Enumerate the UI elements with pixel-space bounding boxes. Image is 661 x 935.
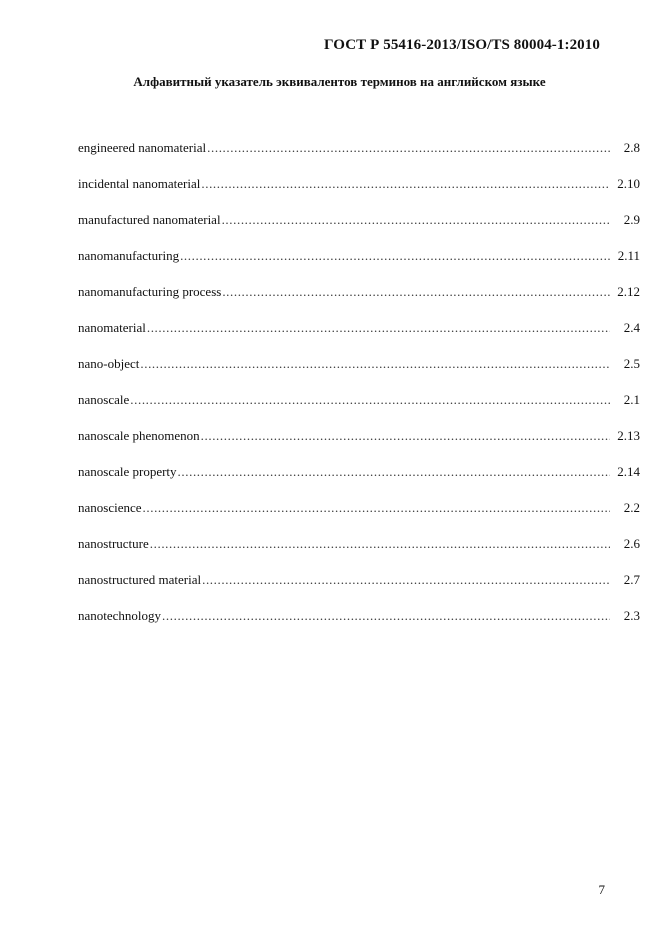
index-entry: [78, 390, 640, 426]
index-entry: [78, 282, 640, 318]
dot-leader: [201, 174, 610, 194]
index-entry: [78, 318, 640, 354]
index-entry: [78, 534, 640, 570]
index-term: nanostructure: [78, 534, 150, 554]
index-reference: 2.8: [623, 140, 640, 155]
index-term: engineered nanomaterial: [78, 138, 207, 158]
index-entry: [78, 210, 640, 246]
dot-leader: [130, 390, 610, 410]
index-term: nanotechnology: [78, 606, 162, 626]
index-term: nano-object: [78, 354, 140, 374]
dot-leader: [150, 534, 610, 554]
index-term: nanoscale property: [78, 462, 178, 482]
index-entry: [78, 570, 640, 606]
index-entry: [78, 174, 640, 210]
index-entry: [78, 498, 640, 534]
dot-leader: [147, 318, 610, 338]
index-title: Алфавитный указатель эквивалентов терминов на английском языке: [133, 74, 546, 89]
index-reference: 2.12: [617, 284, 640, 299]
index-entry: [78, 462, 640, 498]
dot-leader: [222, 282, 610, 302]
index-term: nanoscale: [78, 390, 130, 410]
index-reference: 2.14: [617, 464, 640, 479]
index-entry: [78, 606, 640, 642]
index-term: nanoscale phenomenon: [78, 426, 201, 446]
index-reference: 2.6: [623, 536, 640, 551]
term-index-list: [78, 138, 640, 642]
dot-leader: [178, 462, 610, 482]
index-reference: 2.3: [623, 608, 640, 623]
index-term: nanostructured material: [78, 570, 202, 590]
dot-leader: [143, 498, 610, 518]
index-term: nanomanufacturing: [78, 246, 180, 266]
dot-leader: [140, 354, 610, 374]
standard-code-header: ГОСТ Р 55416-2013/ISO/TS 80004-1:2010: [324, 37, 600, 53]
index-term: nanoscience: [78, 498, 143, 518]
index-entry: [78, 354, 640, 390]
index-term: incidental nanomaterial: [78, 174, 201, 194]
dot-leader: [162, 606, 610, 626]
index-term: manufactured nanomaterial: [78, 210, 222, 230]
index-entry: [78, 138, 640, 174]
dot-leader: [207, 138, 610, 158]
dot-leader: [180, 246, 610, 266]
index-term: nanomanufacturing process: [78, 282, 222, 302]
dot-leader: [201, 426, 610, 446]
page-number: 7: [598, 882, 605, 897]
index-reference: 2.5: [623, 356, 640, 371]
index-reference: 2.1: [623, 392, 640, 407]
index-reference: 2.2: [623, 500, 640, 515]
index-entry: [78, 246, 640, 282]
index-reference: 2.7: [623, 572, 640, 587]
dot-leader: [202, 570, 610, 590]
dot-leader: [222, 210, 610, 230]
index-reference: 2.9: [623, 212, 640, 227]
index-entry: [78, 426, 640, 462]
index-reference: 2.10: [617, 176, 640, 191]
index-reference: 2.11: [617, 248, 640, 263]
index-reference: 2.13: [617, 428, 640, 443]
index-reference: 2.4: [623, 320, 640, 335]
index-term: nanomaterial: [78, 318, 147, 338]
